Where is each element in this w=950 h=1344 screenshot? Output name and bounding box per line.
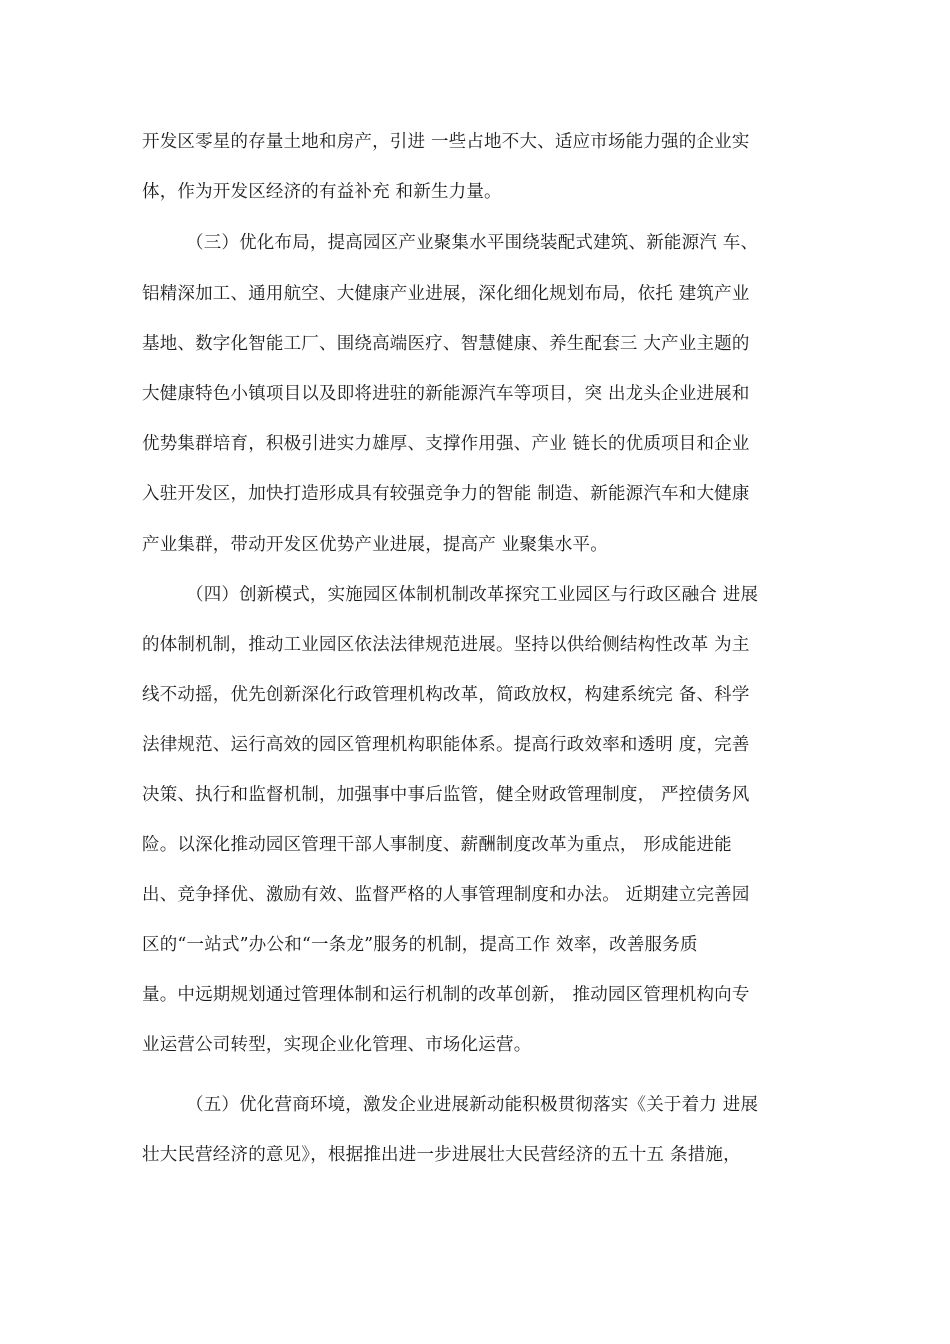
text-line: 入驻开发区，加快打造形成具有较强竞争力的智能 制造、新能源汽车和大健康: [142, 484, 750, 504]
text-line: 开发区零星的存量土地和房产，引进 一些占地不大、适应市场能力强的企业实: [142, 132, 750, 152]
paragraph-5-first-line: （五）优化营商环境，激发企业进展新动能积极贯彻落实《关于着力 进展: [186, 1095, 759, 1115]
text-line: 大健康特色小镇项目以及即将进驻的新能源汽车等项目，突 出龙头企业进展和: [142, 384, 750, 404]
text-line: 体，作为开发区经济的有益补充 和新生力量。: [142, 182, 502, 202]
text-line: 优势集群培育，积极引进实力雄厚、支撑作用强、产业 链长的优质项目和企业: [142, 434, 750, 454]
text-line: 出、竞争择优、激励有效、监督严格的人事管理制度和办法。 近期建立完善园: [142, 885, 750, 905]
text-line: 线不动摇，优先创新深化行政管理机构改革，简政放权，构建系统完 备、科学: [142, 685, 750, 705]
text-line: 铝精深加工、通用航空、大健康产业进展，深化细化规划布局，依托 建筑产业: [142, 284, 750, 304]
text-line: 量。中远期规划通过管理体制和运行机制的改革创新， 推动园区管理机构向专: [142, 985, 750, 1005]
text-line: 险。以深化推动园区管理干部人事制度、薪酬制度改革为重点， 形成能进能: [142, 835, 732, 855]
text-line: 区的“一站式”办公和“一条龙”服务的机制，提高工作 效率，改善服务质: [142, 935, 698, 955]
paragraph-3-first-line: （三）优化布局，提高园区产业聚集水平围绕装配式建筑、新能源汽 车、: [186, 233, 759, 253]
text-line: 的体制机制，推动工业园区依法法律规范进展。坚持以供给侧结构性改革 为主: [142, 635, 750, 655]
text-line: 法律规范、运行高效的园区管理机构职能体系。提高行政效率和透明 度，完善: [142, 735, 750, 755]
paragraph-4-first-line: （四）创新模式，实施园区体制机制改革探究工业园区与行政区融合 进展: [186, 585, 759, 605]
text-line: 业运营公司转型，实现企业化管理、市场化运营。: [142, 1035, 532, 1055]
text-line: 决策、执行和监督机制，加强事中事后监管，健全财政管理制度， 严控债务风: [142, 785, 750, 805]
text-line: 基地、数字化智能工厂、围绕高端医疗、智慧健康、养生配套三 大产业主题的: [142, 334, 750, 354]
text-line: 产业集群，带动开发区优势产业进展，提高产 业聚集水平。: [142, 535, 608, 555]
text-line: 壮大民营经济的意见》，根据推出进一步进展壮大民营经济的五十五 条措施，: [142, 1145, 741, 1165]
